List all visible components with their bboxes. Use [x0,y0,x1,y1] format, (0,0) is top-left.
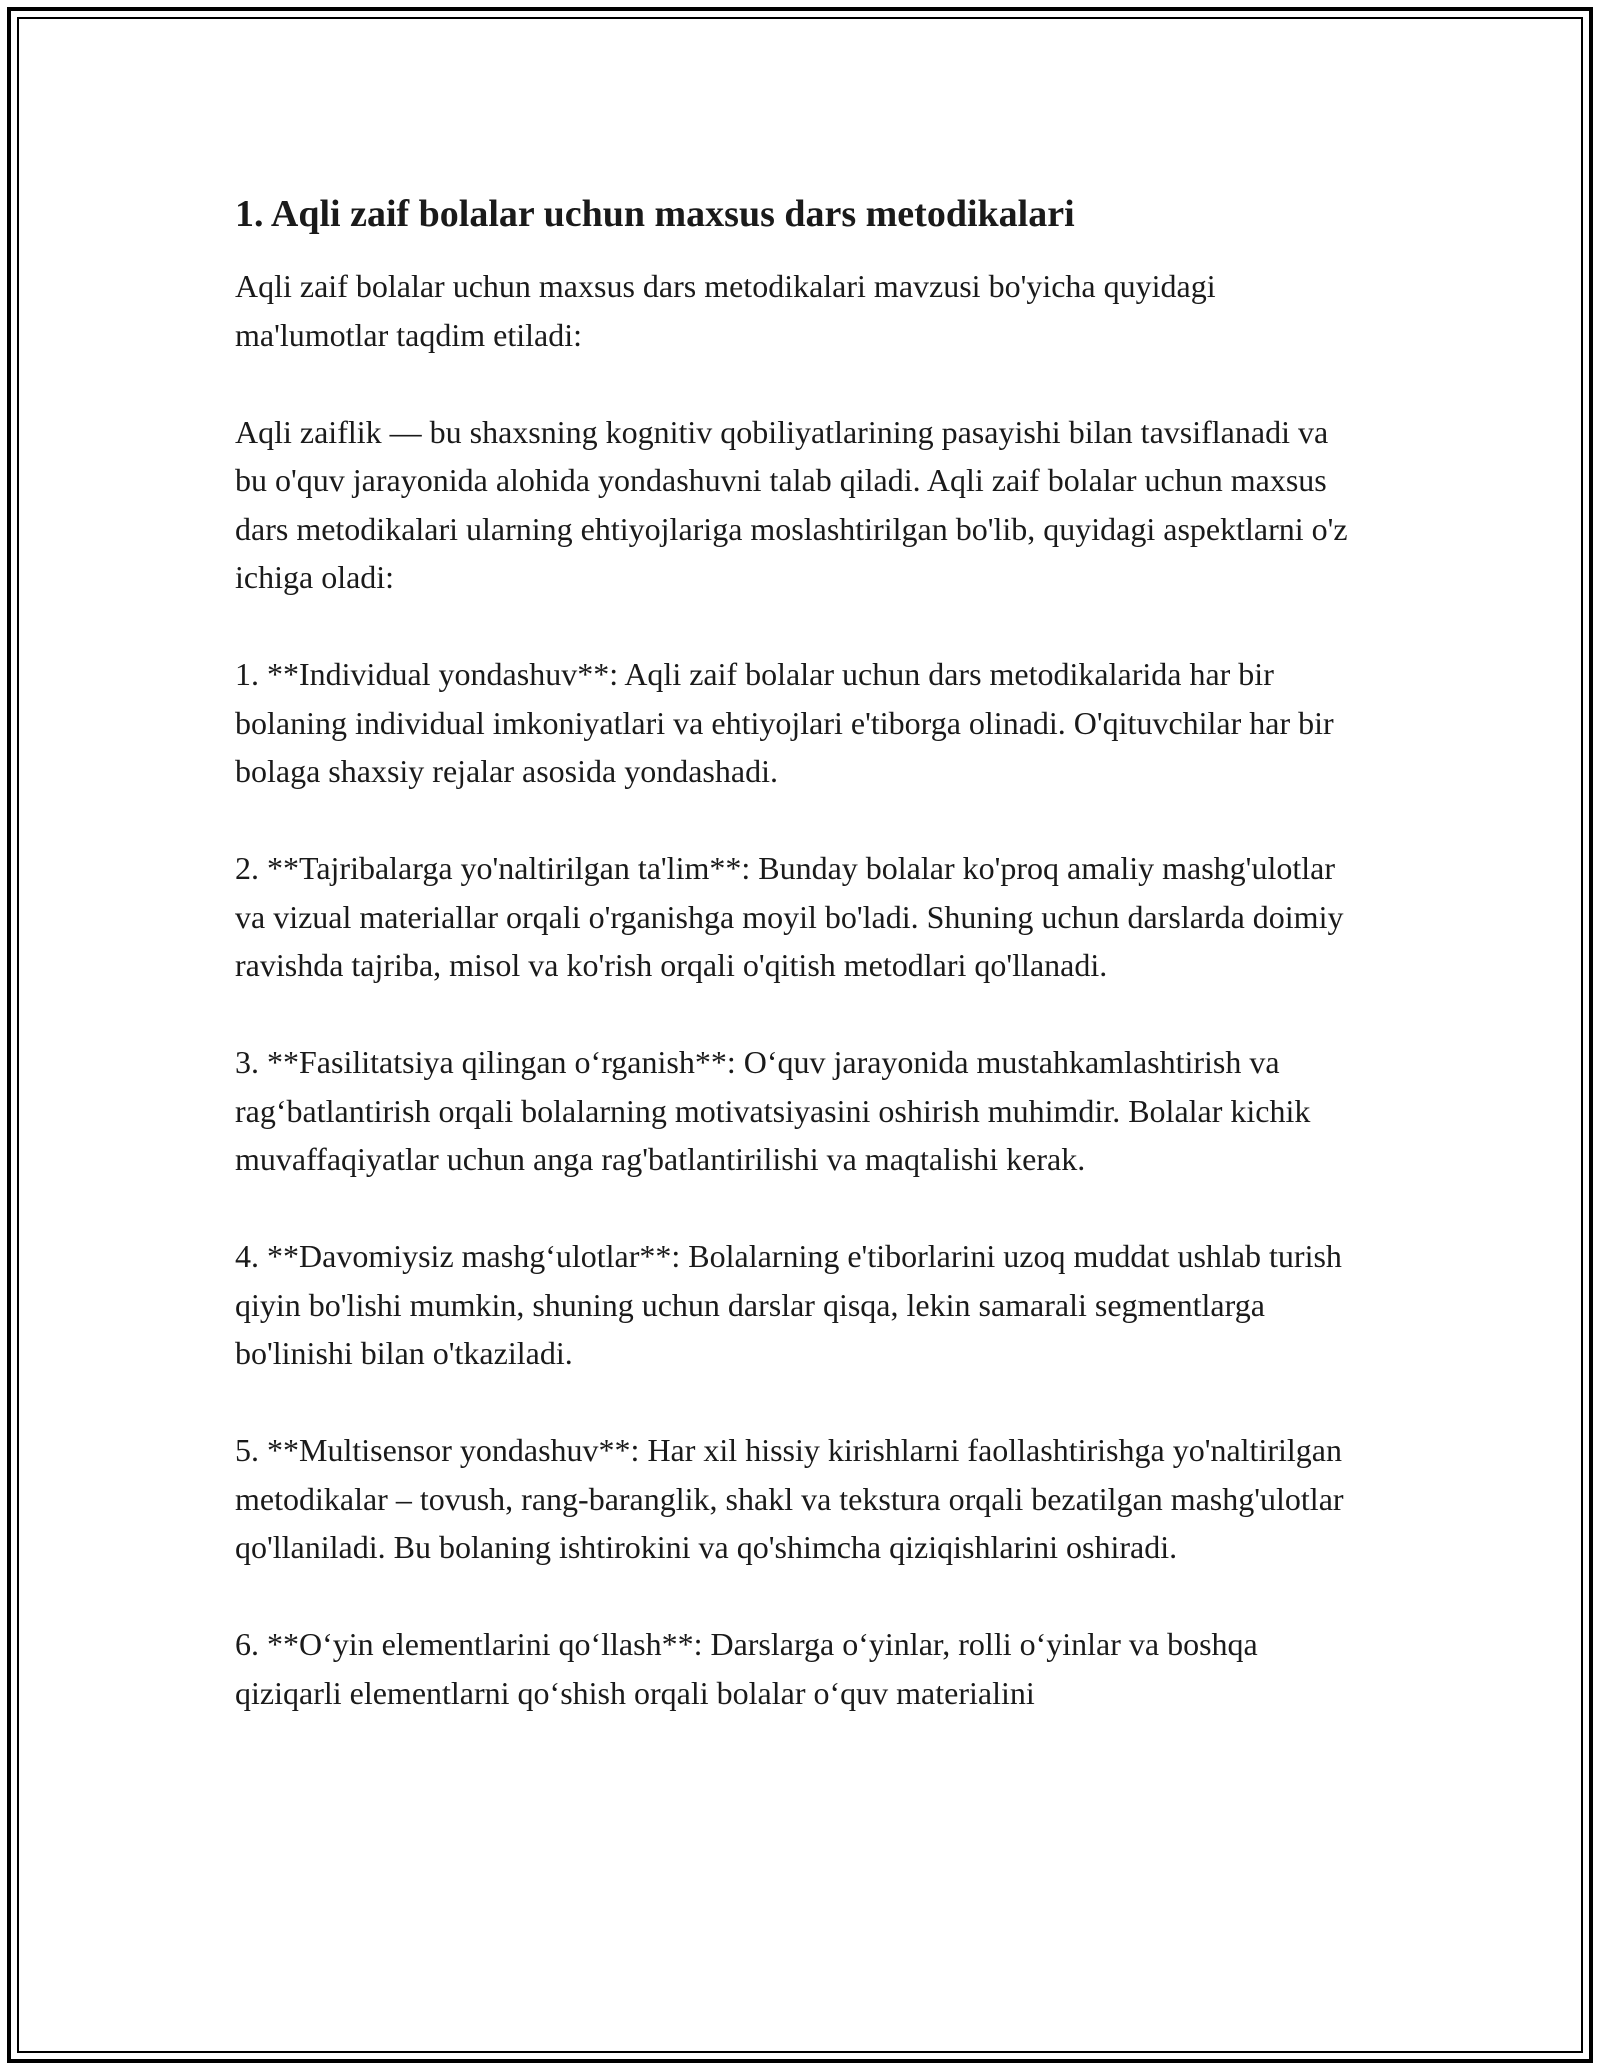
list-item-experience-learning: 2. **Tajribalarga yo'naltirilgan ta'lim**: Bunday bolalar ko'proq amaliy mashg'ulotlar va vizual materiallar orqali o'rganishga moyil bo'ladi. Shuning uchun darslarda doimiy ravishda tajriba, misol va ko'rish orqali o'qitish metodlari qo'llanadi. [235,850,1344,983]
list-item-individual-approach: 1. **Individual yondashuv**: Aqli zaif bolalar uchun dars metodikalarida har bir bolaning individual imkoniyatlari va ehtiyojlari e'tiborga olinadi. O'qituvchilar har bir bolaga shaxsiy rejalar asosida yondashadi. [235,656,1334,789]
intro-paragraph: Aqli zaif bolalar uchun maxsus dars metodikalari mavzusi bo'yicha quyidagi ma'lumotlar taqdim etiladi: [235,268,1216,353]
list-item-facilitated-learning: 3. **Fasilitatsiya qilingan o‘rganish**: O‘quv jarayonida mustahkamlashtirish va rag‘batlantirish orqali bolalarning motivatsiyasini oshirish muhimdir. Bolalar kichik muvaffaqiyatlar uchun anga rag'batlantirilishi va maqtalishi kerak. [235,1044,1311,1177]
list-item-multisensory-approach: 5. **Multisensor yondashuv**: Har xil hissiy kirishlarni faollashtirishga yo'naltirilgan metodikalar – tovush, rang-baranglik, shakl va tekstura orqali bezatilgan mashg'ulotlar qo'llaniladi. Bu bolaning ishtirokini va qo'shimcha qiziqishlarini oshiradi. [235,1432,1344,1565]
list-item-short-sessions: 4. **Davomiysiz mashg‘ulotlar**: Bolalarning e'tiborlarini uzoq muddat ushlab turish qiyin bo'lishi mumkin, shuning uchun darslar qisqa, lekin samarali segmentlarga bo'linishi bilan o'tkaziladi. [235,1238,1342,1371]
list-item-game-elements: 6. **O‘yin elementlarini qo‘llash**: Darslarga o‘yinlar, rolli o‘yinlar va boshqa qiziqarli elementlarni qo‘shish orqali bolalar o‘quv materialini [235,1626,1258,1711]
document-title: 1. Aqli zaif bolalar uchun maxsus dars metodikalari [235,193,1075,235]
document-body [235,190,1365,1717]
definition-paragraph: Aqli zaiflik — bu shaxsning kognitiv qobiliyatlarining pasayishi bilan tavsiflanadi va bu o'quv jarayonida alohida yondashuvni talab qiladi. Aqli zaif bolalar uchun maxsus dars metodikalari ularning ehtiyojlariga moslashtirilgan bo'lib, quyidagi aspektlarni o'z ichiga oladi: [235,413,1348,595]
